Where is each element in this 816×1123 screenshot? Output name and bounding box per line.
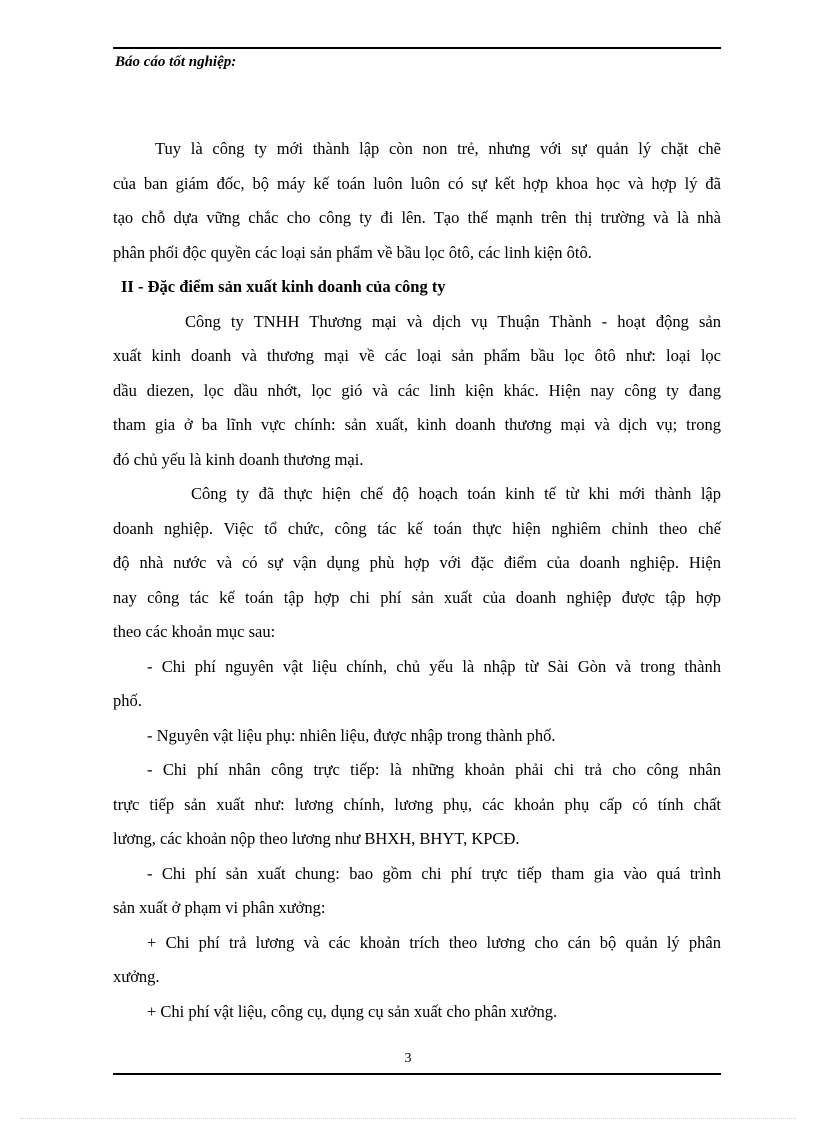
paragraph-line: của ban giám đốc, bộ máy kế toán luôn luôn có sự kết hợp khoa học và hợp lý đã	[113, 173, 721, 193]
paragraph-line: Công ty đã thực hiện chế độ hoạch toán kinh tế từ khi mới thành lập	[191, 484, 721, 503]
list-item-continuation: phố.	[113, 691, 142, 710]
sub-list-item: + Chi phí vật liệu, công cụ, dụng cụ sản xuất cho phân xưởng.	[147, 1001, 558, 1021]
paragraph-line: nay công tác kế toán tập hợp chi phí sản xuất của doanh nghiệp được tập hợp	[113, 587, 721, 607]
paragraph-line: tạo chỗ dựa vững chắc cho công ty đi lên. Tạo thế mạnh trên thị trường và là nhà	[113, 208, 721, 227]
page-boundary-line	[20, 1118, 796, 1119]
list-item-continuation: trực tiếp sản xuất như: lương chính, lương phụ, các khoản phụ cấp có tính chất	[113, 794, 721, 814]
section-heading: II - Đặc điểm sản xuất kinh doanh của công ty	[121, 277, 446, 296]
footer-rule	[113, 1073, 721, 1075]
list-item: - Nguyên vật liệu phụ: nhiên liệu, được nhập trong thành phố.	[147, 725, 556, 745]
header-rule	[113, 47, 721, 49]
list-item: - Chi phí nhân công trực tiếp: là những khoản phải chi trả cho công nhân	[147, 760, 721, 779]
paragraph-line: dầu diezen, lọc dầu nhớt, lọc gió và các linh kiện khác. Hiện nay công ty đang	[113, 380, 721, 400]
paragraph-line: doanh nghiệp. Việc tổ chức, công tác kế toán thực hiện nghiêm chỉnh theo chế	[113, 518, 721, 538]
list-item: - Chi phí nguyên vật liệu chính, chủ yếu là nhập từ Sài Gòn và trong thành	[147, 656, 721, 676]
list-item-continuation: sản xuất ở phạm vi phân xưởng:	[113, 898, 326, 917]
paragraph-line: độ nhà nước và có sự vận dụng phù hợp với đặc điểm của doanh nghiệp. Hiện	[113, 553, 721, 572]
paragraph-line: Tuy là công ty mới thành lập còn non trẻ, nhưng với sự quản lý chặt chẽ	[155, 139, 721, 158]
paragraph-line: phân phối độc quyền các loại sản phẩm về bầu lọc ôtô, các linh kiện ôtô.	[113, 242, 592, 262]
list-item: - Chi phí sản xuất chung: bao gồm chi phí trực tiếp tham gia vào quá trình	[147, 863, 721, 883]
paragraph-line: tham gia ở ba lĩnh vực chính: sản xuất, kinh doanh thương mại và dịch vụ; trong	[113, 415, 721, 434]
page-header-title: Báo cáo tốt nghiệp:	[115, 54, 237, 70]
sub-list-item-continuation: xưởng.	[113, 967, 160, 986]
list-item-continuation: lương, các khoản nộp theo lương như BHXH, BHYT, KPCĐ.	[113, 829, 520, 848]
paragraph-line: theo các khoản mục sau:	[113, 622, 276, 641]
paragraph-line: Công ty TNHH Thương mại và dịch vụ Thuận Thành - hoạt động sản	[185, 311, 721, 331]
document-body	[113, 132, 721, 1029]
paragraph-line: xuất kinh doanh và thương mại về các loại sản phẩm bầu lọc ôtô như: loại lọc	[113, 346, 721, 365]
paragraph-line: đó chủ yếu là kinh doanh thương mại.	[113, 449, 364, 469]
page-number: 3	[404, 1051, 412, 1066]
sub-list-item: + Chi phí trả lương và các khoản trích theo lương cho cán bộ quản lý phân	[147, 932, 721, 952]
